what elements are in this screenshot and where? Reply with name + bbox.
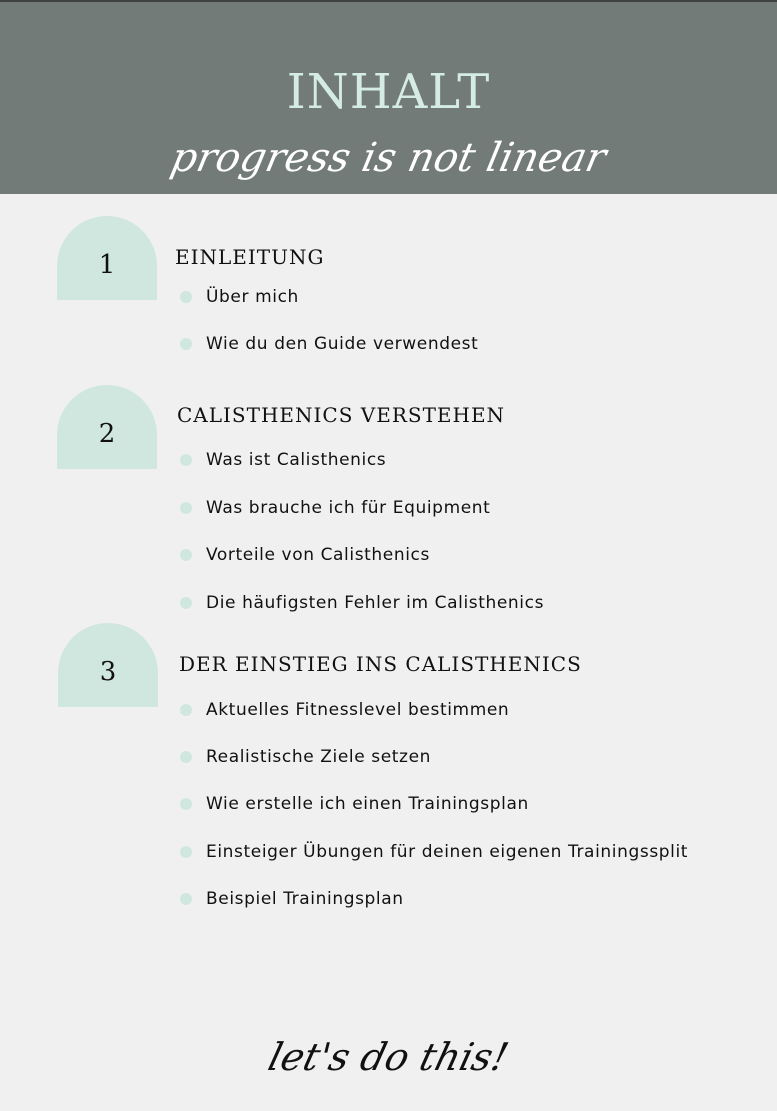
bullet-dot-icon [180, 597, 192, 609]
bullet-dot-icon [180, 291, 192, 303]
list-item-label: Realistische Ziele setzen [206, 747, 432, 767]
page-subtitle: progress is not linear [166, 135, 611, 181]
list-item [180, 332, 478, 356]
list-item-label: Vorteile von Calisthenics [206, 545, 430, 565]
section-number-2: 2 [57, 385, 157, 469]
list-item [180, 496, 490, 520]
list-item-label: Über mich [206, 287, 299, 307]
list-item [180, 285, 299, 309]
list-item-label: Wie du den Guide verwendest [206, 334, 479, 354]
list-item [180, 698, 509, 722]
bullet-dot-icon [180, 338, 192, 350]
bullet-dot-icon [180, 798, 192, 810]
list-item [180, 840, 688, 864]
list-item [180, 745, 431, 769]
footer-tagline: let's do this! [264, 1035, 513, 1079]
list-item-label: Was ist Calisthenics [206, 450, 387, 470]
bullet-dot-icon [180, 751, 192, 763]
list-item [180, 448, 386, 472]
section-heading-3: DER EINSTIEG INS CALISTHENICS [179, 652, 582, 676]
list-item [180, 591, 544, 615]
bullet-dot-icon [180, 893, 192, 905]
page-title: INHALT [286, 64, 491, 120]
bullet-dot-icon [180, 502, 192, 514]
list-item-label: Wie erstelle ich einen Trainingsplan [206, 794, 529, 814]
list-item-label: Die häufigsten Fehler im Calisthenics [206, 593, 545, 613]
bullet-dot-icon [180, 846, 192, 858]
list-item [180, 792, 529, 816]
list-item-label: Einsteiger Übungen für deinen eigenen Trainingssplit [206, 842, 689, 862]
bullet-dot-icon [180, 704, 192, 716]
list-item-label: Beispiel Trainingsplan [206, 889, 404, 909]
bullet-dot-icon [180, 549, 192, 561]
section-heading-2: CALISTHENICS VERSTEHEN [177, 403, 506, 427]
list-item-label: Aktuelles Fitnesslevel bestimmen [206, 700, 510, 720]
list-item [180, 887, 404, 911]
section-number-3: 3 [58, 623, 158, 707]
section-number-1: 1 [57, 216, 157, 300]
list-item [180, 543, 430, 567]
bullet-dot-icon [180, 454, 192, 466]
list-item-label: Was brauche ich für Equipment [206, 498, 491, 518]
section-heading-1: EINLEITUNG [175, 245, 325, 269]
